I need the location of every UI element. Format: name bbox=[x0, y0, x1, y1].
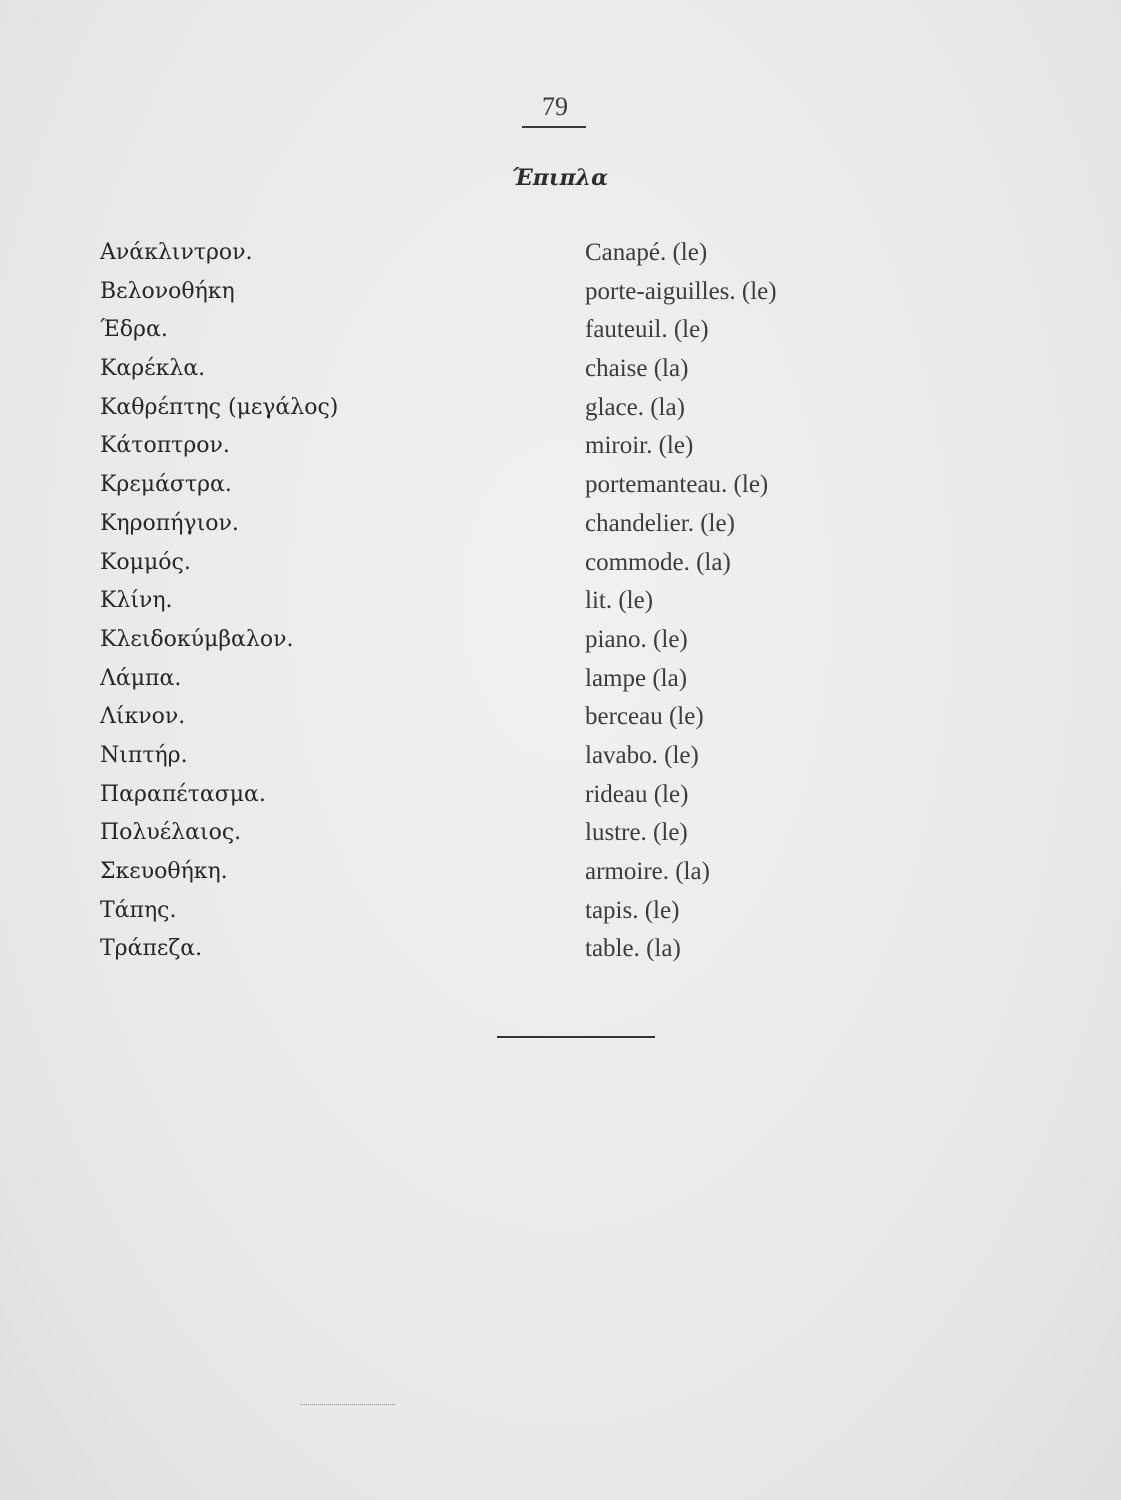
greek-word: Κλίνη. bbox=[100, 588, 173, 614]
french-word: lustre. (le) bbox=[585, 819, 688, 847]
french-word: lavabo. (le) bbox=[585, 741, 699, 769]
end-rule bbox=[497, 1036, 655, 1038]
greek-word: Καθρέπτης (μεγάλος) bbox=[100, 394, 339, 420]
greek-word: Κομμός. bbox=[100, 549, 191, 575]
french-word: piano. (le) bbox=[585, 625, 688, 653]
french-word: Canapé. (le) bbox=[585, 239, 708, 266]
greek-word: Νιπτήρ. bbox=[100, 742, 188, 768]
greek-word: Λάμπα. bbox=[100, 665, 182, 691]
french-word: miroir. (le) bbox=[585, 432, 694, 460]
french-word: commode. (la) bbox=[585, 548, 731, 576]
greek-word: Καρέκλα. bbox=[100, 356, 206, 382]
page-number: 79 bbox=[542, 92, 568, 121]
french-word: lampe (la) bbox=[585, 664, 688, 692]
greek-word: Παραπέτασμα. bbox=[100, 781, 266, 807]
french-word: chandelier. (le) bbox=[585, 509, 735, 537]
french-word: tapis. (le) bbox=[585, 896, 680, 924]
greek-word-list bbox=[100, 234, 338, 969]
greek-word: Πολυέλαιος. bbox=[100, 820, 242, 846]
french-word: fauteuil. (le) bbox=[585, 316, 709, 344]
greek-word: Ανάκλιντρον. bbox=[100, 240, 253, 265]
greek-word: Έδρα. bbox=[100, 317, 168, 343]
french-word: armoire. (la) bbox=[585, 858, 710, 885]
greek-word: Κάτοπτρον. bbox=[100, 433, 230, 459]
french-word: table. (la) bbox=[585, 935, 681, 963]
greek-word: Σκευοθήκη. bbox=[100, 859, 228, 884]
french-word: lit. (le) bbox=[585, 587, 654, 615]
greek-word: Κλειδοκύμβαλον. bbox=[100, 626, 294, 652]
faint-dotted-mark bbox=[300, 1404, 395, 1406]
french-word: portemanteau. (le) bbox=[585, 471, 769, 499]
french-word-list bbox=[585, 234, 777, 969]
greek-word: Βελονοθήκη bbox=[100, 278, 235, 304]
french-word: rideau (le) bbox=[585, 780, 689, 808]
section-heading: Έπιπλα bbox=[511, 165, 609, 191]
french-word: porte-aiguilles. (le) bbox=[585, 277, 777, 305]
french-word: berceau (le) bbox=[585, 703, 704, 731]
french-word: chaise (la) bbox=[585, 355, 689, 383]
page-number-underline bbox=[522, 126, 586, 128]
greek-word: Λίκνον. bbox=[100, 704, 186, 730]
greek-word: Τάπης. bbox=[100, 897, 177, 923]
greek-word: Κηροπήγιον. bbox=[100, 510, 239, 536]
french-word: glace. (la) bbox=[585, 393, 685, 421]
greek-word: Τράπεζα. bbox=[100, 936, 203, 962]
greek-word: Κρεμάστρα. bbox=[100, 472, 232, 498]
